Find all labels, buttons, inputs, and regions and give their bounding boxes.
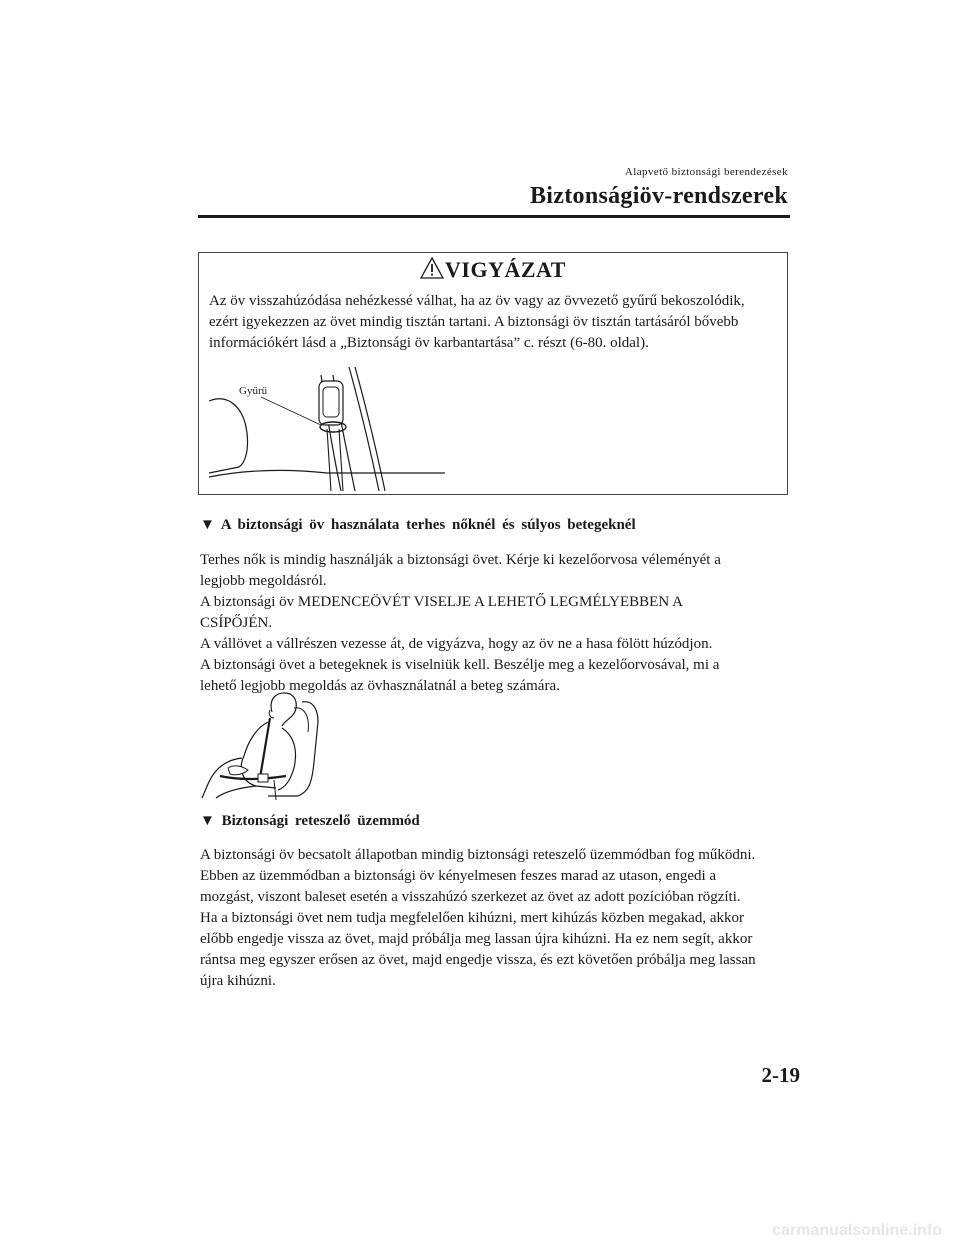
text-line: Terhes nők is mindig használják a biztonsági övet. Kérje ki kezelőorvosa véleményét a [200, 552, 721, 568]
section-heading-locking-mode: ▼ Biztonsági reteszelő üzemmód [200, 813, 420, 829]
text-line: CSÍPŐJÉN. [200, 615, 273, 631]
belt-ring-illustration [209, 363, 459, 491]
caution-box [198, 252, 788, 495]
caution-heading [199, 257, 787, 283]
warning-triangle-icon [420, 257, 444, 279]
caution-line: Az öv visszahúzódása nehézkessé válhat, ha az öv vagy az övvezető gyűrű bekoszolódik, [209, 293, 745, 309]
text-line: lehető legjobb megoldás az övhasználatnál a beteg számára. [200, 678, 560, 694]
caution-line: információkért lásd a „Biztonsági öv karbantartása” c. részt (6-80. oldal). [209, 335, 649, 351]
section-heading-pregnant: ▼ A biztonsági öv használata terhes nőknél és súlyos betegeknél [200, 517, 636, 533]
text-line: újra kihúzni. [200, 973, 276, 989]
watermark-footer: carmanualsonline.info [772, 1222, 942, 1239]
text-line: legjobb megoldásról. [200, 573, 327, 589]
text-line: rántsa meg egyszer erősen az övet, majd engedje vissza, és ezt követően próbálja meg lassan [200, 952, 756, 968]
pregnant-belt-illustration [198, 688, 326, 800]
page-title: Biztonságiöv-rendszerek [530, 183, 788, 209]
ring-label: Gyűrű [239, 385, 268, 397]
text-line: előbb engedje vissza az övet, majd próbálja meg lassan újra kihúzni. Ha ez nem segít, akkor [200, 931, 753, 947]
section-text-locking-mode [200, 845, 792, 992]
text-line: A biztonsági övet a betegeknek is viselniük kell. Beszélje meg a kezelőorvosával, mi a [200, 657, 720, 673]
caution-text [209, 291, 779, 354]
caution-heading-text: VIGYÁZAT [445, 257, 566, 282]
header-rule [198, 215, 790, 218]
text-line: Ebben az üzemmódban a biztonsági öv kényelmesen feszes marad az utason, engedi a [200, 868, 717, 884]
caution-line: ezért igyekezzen az övet mindig tisztán tartani. A biztonsági öv tisztán tartásáról bővebb [209, 314, 739, 330]
page-number: 2-19 [761, 1063, 800, 1087]
text-line: A biztonsági öv MEDENCEÖVÉT VISELJE A LEHETŐ LEGMÉLYEBBEN A [200, 594, 683, 610]
section-text-pregnant [200, 550, 792, 697]
text-line: A vállövet a vállrészen vezesse át, de vigyázva, hogy az öv ne a hasa fölött húzódjon. [200, 636, 713, 652]
text-line: Ha a biztonsági övet nem tudja megfelelően kihúzni, mert kihúzás közben megakad, akkor [200, 910, 744, 926]
chapter-subtitle: Alapvető biztonsági berendezések [624, 166, 788, 178]
text-line: mozgást, viszont baleset esetén a visszahúzó szerkezet az övet az adott pozícióban rögzíti. [200, 889, 741, 905]
text-line: A biztonsági öv becsatolt állapotban mindig biztonsági reteszelő üzemmódban fog működni. [200, 847, 756, 863]
